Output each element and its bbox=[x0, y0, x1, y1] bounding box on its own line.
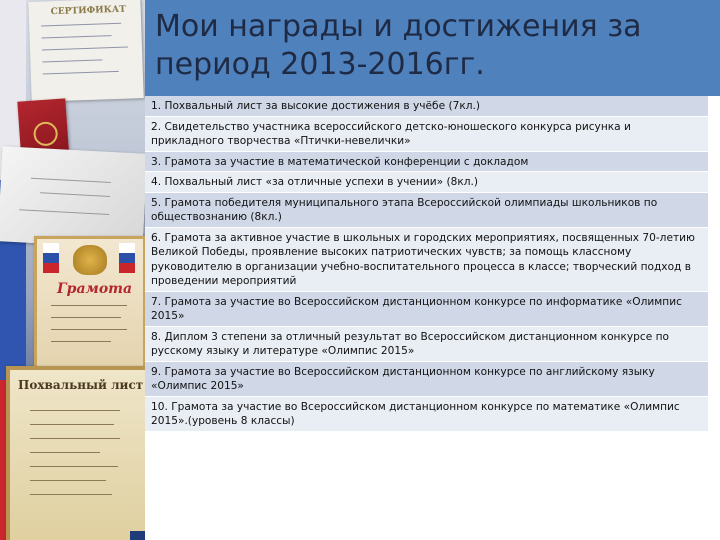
list-item: 9. Грамота за участие во Всероссийском дистанционном конкурсе по английскому языку «Олимпис 2015» bbox=[145, 362, 708, 397]
list-item: 2. Свидетельство участника всероссийского детско-юношеского конкурса рисунка и прикладного творчества «Птички-невелички» bbox=[145, 117, 708, 152]
achievements-list bbox=[145, 96, 708, 432]
title-bar bbox=[145, 0, 720, 96]
flag-icon bbox=[43, 243, 59, 273]
list-item: 6. Грамота за активное участие в школьных и городских мероприятиях, посвященных 70-летию Великой Победы, проявление высоких патриотических чувств; за помощь классному руководителю в организации учебно-воспитательного процесса в классе; творческий подход в проведении мероприятий bbox=[145, 228, 708, 292]
list-item: 4. Похвальный лист «за отличные успехи в учении» (8кл.) bbox=[145, 172, 708, 193]
list-item: 7. Грамота за участие во Всероссийском дистанционном конкурсе по информатике «Олимпис 2015» bbox=[145, 292, 708, 327]
list-item: 10. Грамота за участие во Всероссийском дистанционном конкурсе по математике «Олимпис 2015».(уровень 8 классы) bbox=[145, 397, 708, 432]
list-item: 5. Грамота победителя муниципального этапа Всероссийской олимпиады школьников по обществознанию (8кл.) bbox=[145, 193, 708, 228]
list-item: 8. Диплом 3 степени за отличный результат во Всероссийском дистанционном конкурсе по русскому языку и литературе «Олимпис 2015» bbox=[145, 327, 708, 362]
certificate-photo bbox=[28, 0, 143, 102]
emblem-icon bbox=[33, 121, 59, 147]
praise-sheet-photo bbox=[6, 366, 145, 540]
gramota-heading: Грамота bbox=[57, 281, 133, 297]
flag-icon bbox=[119, 243, 135, 273]
papers-photo bbox=[0, 146, 145, 248]
award-photos-collage bbox=[0, 0, 145, 540]
gramota-photo bbox=[34, 236, 145, 372]
list-item: 1. Похвальный лист за высокие достижения в учёбе (7кл.) bbox=[145, 96, 708, 117]
double-headed-eagle-icon bbox=[73, 245, 107, 275]
praise-sheet-heading: Похвальный лист bbox=[18, 378, 144, 392]
list-item: 3. Грамота за участие в математической конференции с докладом bbox=[145, 152, 708, 173]
certificate-heading: СЕРТИФИКАТ bbox=[50, 4, 127, 18]
slide-title: Мои награды и достижения за период 2013-2016гг. bbox=[155, 9, 642, 82]
corner-decoration bbox=[130, 531, 145, 540]
